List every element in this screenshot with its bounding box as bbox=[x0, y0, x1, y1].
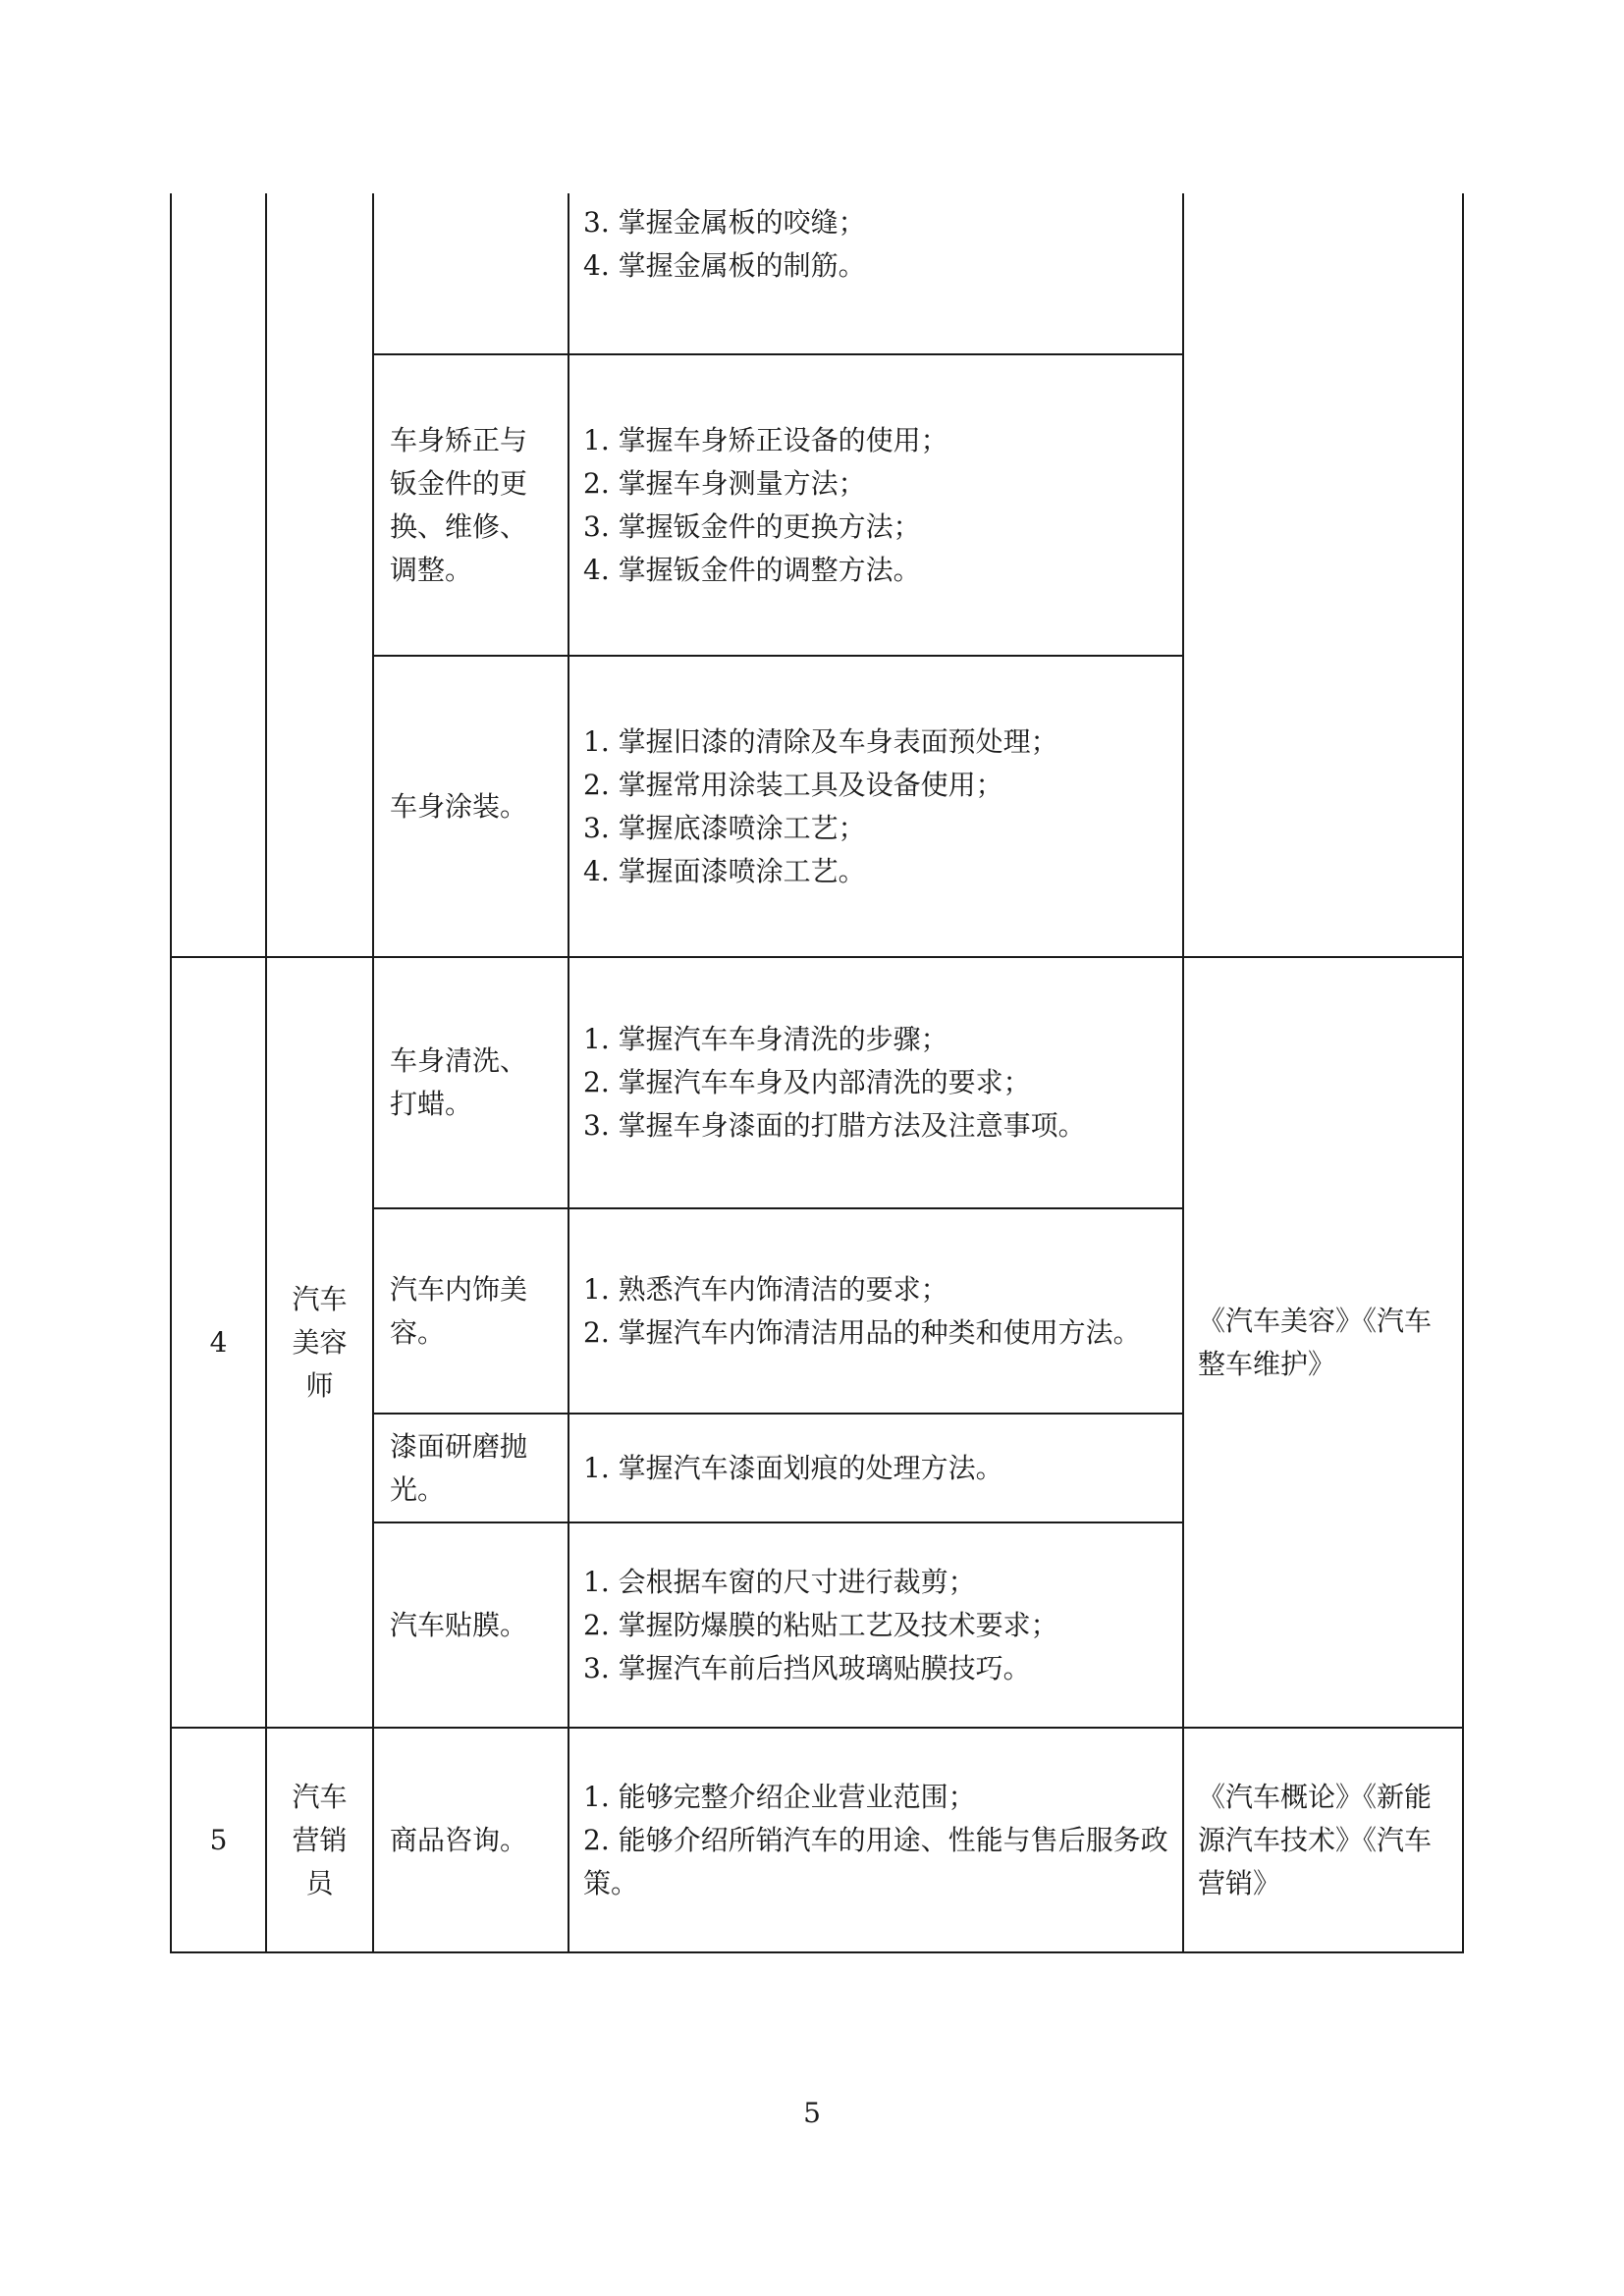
skill-line: 1. 掌握车身矫正设备的使用； bbox=[583, 423, 948, 456]
skill-cell bbox=[568, 1728, 1183, 1952]
skill-cell bbox=[568, 1208, 1183, 1414]
curriculum-table bbox=[170, 193, 1464, 1953]
row-number-cell: 4 bbox=[171, 957, 266, 1728]
skill-cell bbox=[568, 1522, 1183, 1728]
reference-books-cell: 《汽车概论》《新能源汽车技术》《汽车营销》 bbox=[1183, 1728, 1463, 1952]
table-row bbox=[171, 957, 1463, 1208]
skill-line: 2. 掌握防爆膜的粘贴工艺及技术要求； bbox=[583, 1608, 1058, 1641]
job-cell: 汽车营销员 bbox=[266, 1728, 373, 1952]
skill-line: 3. 掌握金属板的咬缝； bbox=[583, 206, 866, 239]
skill-cell bbox=[568, 1414, 1183, 1522]
skill-line: 3. 掌握钣金件的更换方法； bbox=[583, 509, 921, 543]
table-row bbox=[171, 193, 1463, 354]
skill-line: 3. 掌握车身漆面的打腊方法及注意事项。 bbox=[583, 1109, 1086, 1142]
reference-books-cell bbox=[1183, 193, 1463, 957]
row-number-cell bbox=[171, 193, 266, 957]
skill-line: 3. 掌握底漆喷涂工艺； bbox=[583, 811, 866, 844]
skill-line: 2. 掌握汽车车身及内部清洗的要求； bbox=[583, 1066, 1031, 1098]
job-cell bbox=[266, 193, 373, 957]
table-row bbox=[171, 1728, 1463, 1952]
skill-cell bbox=[568, 957, 1183, 1208]
task-cell: 漆面研磨抛光。 bbox=[373, 1414, 568, 1522]
reference-books-cell: 《汽车美容》《汽车整车维护》 bbox=[1183, 957, 1463, 1728]
task-cell: 商品咨询。 bbox=[373, 1728, 568, 1952]
task-cell: 车身涂装。 bbox=[373, 656, 568, 957]
row-number-cell: 5 bbox=[171, 1728, 266, 1952]
skill-line: 1. 掌握旧漆的清除及车身表面预处理； bbox=[583, 724, 1058, 758]
skill-line: 1. 会根据车窗的尺寸进行裁剪； bbox=[583, 1565, 976, 1598]
skill-line: 2. 掌握汽车内饰清洁用品的种类和使用方法。 bbox=[583, 1315, 1141, 1349]
skill-line: 3. 掌握汽车前后挡风玻璃贴膜技巧。 bbox=[583, 1651, 1031, 1684]
task-cell: 车身矫正与钣金件的更换、维修、调整。 bbox=[373, 354, 568, 656]
skill-line: 2. 能够介绍所销汽车的用途、性能与售后服务政策。 bbox=[583, 1823, 1168, 1899]
skill-line: 4. 掌握钣金件的调整方法。 bbox=[583, 553, 921, 586]
skill-line: 1. 掌握汽车车身清洗的步骤； bbox=[583, 1023, 948, 1055]
skill-line: 2. 掌握车身测量方法； bbox=[583, 466, 866, 500]
skill-line: 4. 掌握面漆喷涂工艺。 bbox=[583, 854, 866, 887]
task-cell: 汽车内饰美容。 bbox=[373, 1208, 568, 1414]
task-cell: 汽车贴膜。 bbox=[373, 1522, 568, 1728]
skill-cell bbox=[568, 193, 1183, 354]
skill-cell bbox=[568, 656, 1183, 957]
skill-cell bbox=[568, 354, 1183, 656]
page-number: 5 bbox=[803, 2097, 821, 2129]
skill-line: 1. 能够完整介绍企业营业范围； bbox=[583, 1780, 976, 1813]
task-cell bbox=[373, 193, 568, 354]
job-cell: 汽车美容师 bbox=[266, 957, 373, 1728]
skill-line: 4. 掌握金属板的制筋。 bbox=[583, 249, 866, 282]
task-cell: 车身清洗、打蜡。 bbox=[373, 957, 568, 1208]
skill-line: 1. 熟悉汽车内饰清洁的要求； bbox=[583, 1272, 948, 1306]
skill-line: 2. 掌握常用涂装工具及设备使用； bbox=[583, 768, 1003, 801]
skill-line: 1. 掌握汽车漆面划痕的处理方法。 bbox=[583, 1451, 1003, 1484]
